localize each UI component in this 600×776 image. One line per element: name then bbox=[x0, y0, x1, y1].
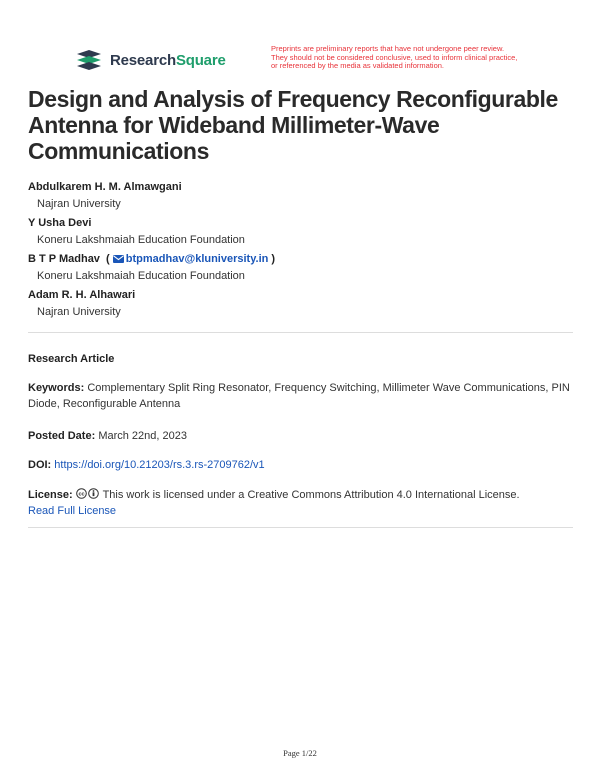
envelope-icon bbox=[113, 255, 124, 263]
license bbox=[28, 487, 576, 519]
keywords bbox=[28, 380, 576, 412]
divider bbox=[28, 527, 573, 528]
read-full-license-link[interactable]: Read Full License bbox=[28, 505, 117, 517]
article-type: Research Article bbox=[28, 353, 115, 365]
author-row: B T P Madhav ( btpmadhav@kluniversity.in ) bbox=[28, 253, 276, 265]
notice-line: or referenced by the media as validated information. bbox=[271, 61, 445, 71]
author-affiliation: Koneru Lakshmaiah Education Foundation bbox=[37, 270, 245, 282]
author-email-link[interactable]: btpmadhav@kluniversity.in bbox=[113, 253, 269, 265]
posted-date-value: March 22nd, 2023 bbox=[98, 430, 187, 442]
author-name: B T P Madhav bbox=[28, 253, 100, 265]
preprint-notice bbox=[271, 45, 581, 71]
doi-link[interactable]: https://doi.org/10.21203/rs.3.rs-2709762/v1 bbox=[54, 459, 265, 471]
author-affiliation: Najran University bbox=[37, 198, 121, 210]
creative-commons-icon bbox=[76, 488, 100, 499]
paper-title: Design and Analysis of Frequency Reconfigurable Antenna for Wideband Millimeter-Wave Communications bbox=[28, 86, 558, 164]
doi bbox=[28, 457, 576, 473]
posted-date-label: Posted Date: bbox=[28, 430, 96, 442]
doi-label: DOI: bbox=[28, 459, 52, 471]
divider bbox=[28, 332, 573, 333]
license-text: This work is licensed under a Creative Commons Attribution 4.0 International License. bbox=[102, 489, 520, 501]
notice-line: Preprints are preliminary reports that have not undergone peer review. bbox=[271, 44, 505, 53]
author-name: Adam R. H. Alhawari bbox=[28, 289, 136, 301]
author-name: Abdulkarem H. M. Almawgani bbox=[28, 181, 182, 193]
license-label: License: bbox=[28, 489, 73, 501]
author-affiliation: Koneru Lakshmaiah Education Foundation bbox=[37, 234, 245, 246]
brand-name: ResearchSquare bbox=[110, 51, 226, 69]
posted-date bbox=[28, 428, 576, 444]
keywords-value: Complementary Split Ring Resonator, Frequency Switching, Millimeter Wave Communications, PIN Diode, Reconfigurable Antenna bbox=[28, 382, 570, 410]
page-number: Page 1/22 bbox=[283, 748, 317, 758]
keywords-label: Keywords: bbox=[28, 382, 85, 394]
notice-line: They should not be considered conclusive, used to inform clinical practice, bbox=[271, 52, 518, 62]
author-name: Y Usha Devi bbox=[28, 217, 92, 229]
research-square-logo[interactable] bbox=[74, 47, 226, 73]
author-affiliation: Najran University bbox=[37, 306, 121, 318]
svg-text:cc: cc bbox=[78, 491, 85, 498]
research-square-logo-icon bbox=[74, 48, 104, 72]
